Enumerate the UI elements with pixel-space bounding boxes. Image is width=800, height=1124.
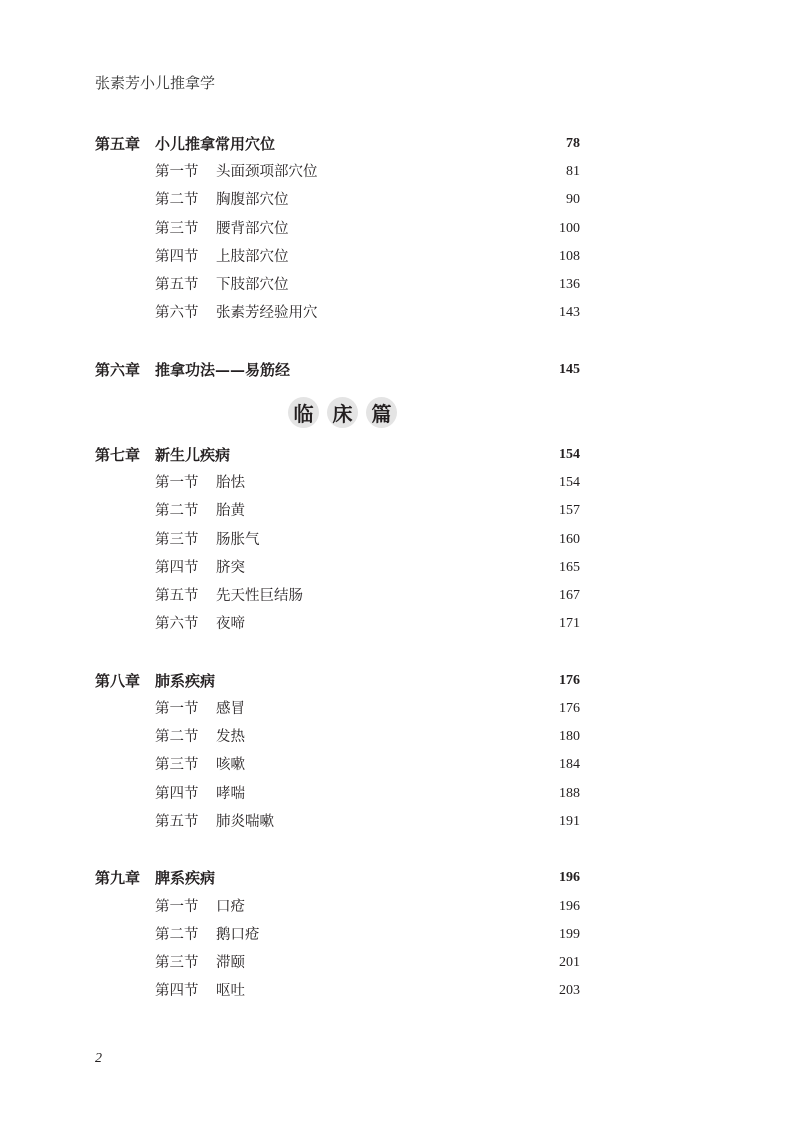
section-number: 第一节 bbox=[155, 164, 199, 181]
toc-page-number: 180 bbox=[559, 729, 580, 745]
section-number: 第六节 bbox=[155, 305, 199, 322]
toc-page-number: 81 bbox=[566, 164, 580, 180]
toc-page-number: 171 bbox=[559, 616, 580, 632]
toc-page-number: 201 bbox=[559, 955, 580, 970]
chapter-number: 第五章 bbox=[95, 135, 141, 153]
toc-page-number: 176 bbox=[559, 672, 580, 688]
chapter-number: 第八章 bbox=[95, 671, 141, 690]
section-title: 脐突 bbox=[216, 559, 245, 576]
section-number: 第二节 bbox=[155, 192, 199, 209]
section-number: 第四节 bbox=[155, 248, 199, 265]
part-heading bbox=[95, 384, 580, 441]
toc-page-number: 136 bbox=[559, 276, 580, 292]
toc-section-entry[interactable] bbox=[95, 610, 580, 638]
chapter-number: 第六章 bbox=[95, 360, 141, 379]
section-title: 胎黄 bbox=[216, 503, 245, 520]
section-number: 第五节 bbox=[155, 587, 199, 604]
section-number: 第一节 bbox=[155, 475, 199, 492]
toc-spacer bbox=[95, 836, 580, 865]
toc-chapter-entry[interactable] bbox=[95, 356, 580, 384]
section-number: 第二节 bbox=[155, 503, 199, 520]
toc-section-entry[interactable] bbox=[95, 723, 580, 751]
toc-section-entry[interactable] bbox=[95, 271, 580, 299]
section-title: 肠胀气 bbox=[216, 531, 260, 548]
section-number: 第四节 bbox=[155, 983, 199, 1000]
toc-section-entry[interactable] bbox=[95, 893, 580, 921]
chapter-title: 肺系疾病 bbox=[155, 671, 216, 690]
section-title: 感冒 bbox=[216, 701, 245, 717]
toc-page-number: 165 bbox=[559, 559, 580, 575]
toc-section-entry[interactable] bbox=[95, 526, 580, 554]
section-number: 第二节 bbox=[155, 729, 199, 746]
section-number: 第三节 bbox=[155, 757, 199, 774]
toc-page-number: 154 bbox=[559, 475, 580, 491]
section-title: 夜啼 bbox=[216, 616, 245, 633]
section-number: 第三节 bbox=[155, 955, 199, 971]
toc-page-number: 191 bbox=[559, 813, 580, 829]
section-title: 呕吐 bbox=[216, 983, 245, 1000]
toc-page-number: 78 bbox=[566, 136, 580, 151]
section-number: 第五节 bbox=[155, 276, 199, 293]
section-title: 腰背部穴位 bbox=[216, 220, 289, 237]
toc-section-entry[interactable] bbox=[95, 751, 580, 779]
section-title: 头面颈项部穴位 bbox=[216, 164, 318, 181]
part-heading-char: 床 bbox=[327, 397, 358, 428]
section-number: 第四节 bbox=[155, 559, 199, 576]
section-title: 张素芳经验用穴 bbox=[216, 305, 318, 322]
toc-page-number: 154 bbox=[559, 447, 580, 462]
section-title: 咳嗽 bbox=[216, 757, 245, 774]
section-title: 口疮 bbox=[216, 898, 245, 915]
toc-section-entry[interactable] bbox=[95, 695, 580, 723]
chapter-title: 小儿推拿常用穴位 bbox=[155, 135, 276, 153]
page-number: 2 bbox=[95, 1051, 102, 1066]
section-title: 发热 bbox=[216, 729, 245, 746]
toc-page-number: 167 bbox=[559, 587, 580, 603]
toc-page-number: 188 bbox=[559, 785, 580, 801]
toc-section-entry[interactable] bbox=[95, 299, 580, 327]
chapter-number: 第九章 bbox=[95, 869, 141, 888]
toc-section-entry[interactable] bbox=[95, 158, 580, 186]
chapter-title: 脾系疾病 bbox=[155, 869, 216, 888]
toc-page-number: 108 bbox=[559, 248, 580, 264]
section-title: 哮喘 bbox=[216, 785, 245, 802]
toc-page-number: 160 bbox=[559, 531, 580, 547]
toc-page-number: 90 bbox=[566, 192, 580, 208]
section-number: 第五节 bbox=[155, 813, 199, 830]
part-heading-char: 临 bbox=[288, 397, 319, 428]
section-title: 下肢部穴位 bbox=[216, 276, 289, 293]
toc-section-entry[interactable] bbox=[95, 949, 580, 977]
part-heading-char: 篇 bbox=[366, 397, 397, 428]
running-header: 张素芳小儿推拿学 bbox=[95, 74, 216, 92]
toc-page-number: 184 bbox=[559, 757, 580, 773]
toc-page-number: 203 bbox=[559, 983, 580, 999]
toc-chapter-entry[interactable] bbox=[95, 130, 580, 158]
toc-chapter-entry[interactable] bbox=[95, 667, 580, 695]
section-number: 第一节 bbox=[155, 701, 199, 717]
toc-section-entry[interactable] bbox=[95, 977, 580, 1005]
toc-chapter-entry[interactable] bbox=[95, 864, 580, 892]
toc-page-number: 176 bbox=[559, 701, 580, 716]
toc-section-entry[interactable] bbox=[95, 554, 580, 582]
toc-section-entry[interactable] bbox=[95, 243, 580, 271]
toc-spacer bbox=[95, 638, 580, 667]
section-title: 胎怯 bbox=[216, 475, 245, 492]
section-title: 上肢部穴位 bbox=[216, 248, 289, 265]
section-number: 第六节 bbox=[155, 616, 199, 633]
section-number: 第三节 bbox=[155, 220, 199, 237]
toc-section-entry[interactable] bbox=[95, 469, 580, 497]
section-title: 鹅口疮 bbox=[216, 926, 260, 943]
toc-section-entry[interactable] bbox=[95, 921, 580, 949]
toc-section-entry[interactable] bbox=[95, 780, 580, 808]
table-of-contents bbox=[95, 130, 580, 1005]
section-number: 第四节 bbox=[155, 785, 199, 802]
chapter-title: 新生儿疾病 bbox=[155, 446, 231, 464]
section-number: 第一节 bbox=[155, 898, 199, 915]
toc-page-number: 196 bbox=[559, 898, 580, 914]
toc-page-number: 100 bbox=[559, 220, 580, 236]
toc-section-entry[interactable] bbox=[95, 497, 580, 525]
section-title: 滞颐 bbox=[216, 955, 245, 971]
toc-spacer bbox=[95, 327, 580, 356]
toc-section-entry[interactable] bbox=[95, 215, 580, 243]
toc-page-number: 145 bbox=[559, 361, 580, 377]
section-title: 肺炎喘嗽 bbox=[216, 813, 274, 830]
toc-section-entry[interactable] bbox=[95, 808, 580, 836]
toc-chapter-entry[interactable] bbox=[95, 441, 580, 469]
section-number: 第二节 bbox=[155, 926, 199, 943]
toc-section-entry[interactable] bbox=[95, 582, 580, 610]
chapter-number: 第七章 bbox=[95, 446, 141, 464]
section-number: 第三节 bbox=[155, 531, 199, 548]
section-title: 胸腹部穴位 bbox=[216, 192, 289, 209]
chapter-title: 推拿功法——易筋经 bbox=[155, 360, 291, 379]
section-title: 先天性巨结肠 bbox=[216, 587, 303, 604]
toc-section-entry[interactable] bbox=[95, 186, 580, 214]
toc-page-number: 157 bbox=[559, 503, 580, 519]
toc-page-number: 199 bbox=[559, 926, 580, 942]
toc-page-number: 196 bbox=[559, 870, 580, 886]
toc-page-number: 143 bbox=[559, 305, 580, 321]
